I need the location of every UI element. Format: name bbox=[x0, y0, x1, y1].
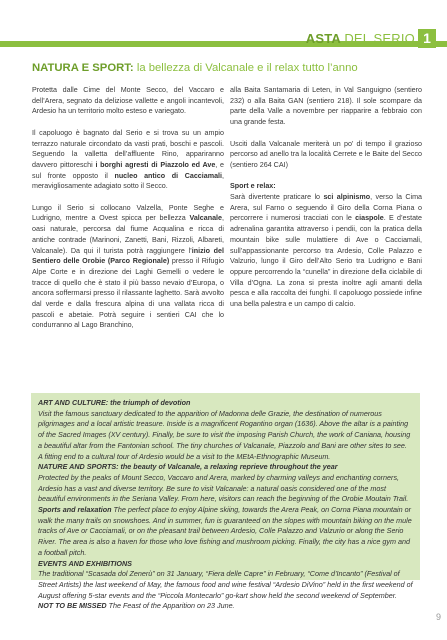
paragraph: Protetta dalle Cime del Monte Secco, del Vaccaro e dell’Arera, segnato da deliziose vallette e angoli incantevoli, Ardesio ha un territorio molto esteso e variegato. bbox=[32, 86, 224, 116]
bold-text: ciaspole bbox=[355, 214, 384, 223]
english-heading: NATURE AND SPORTS: the beauty of Valcanale, a relaxing reprieve throughout the year bbox=[38, 462, 338, 472]
paragraph: alla Baita Santamaria di Leten, in Val Sanguigno (sentiero 232) o alla Baita GAN (sentiero 218). Il sole scompare da parte della Valle a novembre per riapparire a febbraio con una grande festa. bbox=[230, 86, 422, 127]
bold-text: i borghi agresti di Piazzolo ed Ave bbox=[95, 160, 216, 169]
chapter-title-word1: ASTA bbox=[305, 31, 341, 46]
english-paragraph bbox=[38, 505, 413, 559]
english-summary-text bbox=[38, 398, 413, 612]
text-run: presso il Rifugio Alpe Corte e in direzione dei Laghi Gemelli o vedere le tracce di quello che è stato il più basso nevaio d’Europa, o ancora soffermarsi presso il rilassante laghetto. Sarà avvolto dal verde e dalla frescura alpina di una vallata ricca di pascoli e abetaie. Potrà seguire i sentieri CAI che lo condurranno al Lago Branchino, bbox=[32, 257, 224, 330]
text-run: , meravigliosamente adagiato sotto il Secco. bbox=[32, 171, 224, 191]
bold-text: inizio del Sentiero delle Orobie (Parco Regionale) bbox=[32, 246, 225, 266]
header-rule bbox=[0, 0, 447, 58]
bold-text: Valcanale bbox=[189, 214, 223, 223]
english-heading: ART AND CULTURE: the triumph of devotion bbox=[38, 398, 191, 407]
text-run: Lungo il Serio si collocano Valzella, Ponte Seghe e Ludrigno, mentre a Ovest spicca per bellezza bbox=[32, 203, 224, 223]
paragraph bbox=[32, 128, 224, 192]
section-heading bbox=[32, 62, 432, 74]
english-inline-heading: Sports and relaxation bbox=[38, 505, 112, 515]
page-number: 9 bbox=[435, 612, 441, 622]
chapter-number-badge: 1 bbox=[418, 29, 436, 48]
english-heading: EVENTS AND EXHIBITIONS bbox=[38, 558, 132, 568]
text-run: Il capoluogo è bagnato dal Serio e si trova su un ampio terrazzo naturale circondato da vasti prati, boschi e pascoli. Seguendo la valletta dell’affluente Rino, appariranno davvero pittoreschi bbox=[32, 128, 224, 169]
text-run: . E d’estate adrenalina garantita attraverso i pendii, con la pratica della mountain bike sulle mulattiere di Ave o Cacciamali, sull’appassionante percorso tra Ardesio, Colle Palazzo e Valzurio, lungo il Giro dell’Alto Serio tra Ludrigno e Bani oppure percorrendo la “cunella” in direzione della ciclabile di Villa d’Ogna. La zona si presta inoltre agli amanti della pesca e alla raccolta dei funghi. Il capoluogo possiede infine una bella palestra e un campo di calcio. bbox=[230, 214, 422, 309]
text-run: , verso la Cima Arera, sul Farno o seguendo il Giro della Corna Piana o percorrere i numerosi tracciati con le bbox=[230, 193, 423, 223]
bold-text: sci alpinismo bbox=[323, 193, 371, 201]
english-paragraph bbox=[38, 601, 413, 612]
text-run: The perfect place to enjoy Alpine skiing, towards the Arera Peak, on Corna Piana mountain or walk the many trails on snowshoes. And in summer, fun is guaranteed on the slopes with mountain biking on the mule tracks of Ave or Cacciamali, or on the pleasant trail between Ardesio, Colle Palazzo and Valzurio or along the Serio River. The area is also a haven for those who love fishing and mushroom picking. Finally, the city has a nice gym and a football pitch. bbox=[38, 505, 412, 557]
text-run: Sarà divertente praticare lo bbox=[230, 193, 321, 201]
text-run: , oasi naturale, percorsa dal fiume Acqualina e ricca di antiche contrade (Marinoni, Zanetti, Bani, Rizzoli, Albareti, Valcanale). Da qui il turista potrà raggiungere l’ bbox=[32, 214, 224, 255]
section-heading-light: la bellezza di Valcanale e il relax tutto l’anno bbox=[136, 62, 358, 74]
paragraph: Usciti dalla Valcanale meriterà un po’ di tempo il grazioso percorso ad anello tra la località Cerrete e le Baite del Secco (sentiero 264 CAI) bbox=[230, 139, 422, 169]
chapter-title-word2: DEL SERIO bbox=[344, 31, 415, 46]
left-text-column bbox=[32, 85, 224, 342]
text-run: The Feast of the Apparition on 23 June. bbox=[108, 601, 235, 611]
paragraph bbox=[32, 203, 224, 331]
right-text-column bbox=[230, 85, 422, 320]
text-run: , e sul fronte opposto il bbox=[32, 160, 224, 180]
english-paragraph: Visit the famous sanctuary dedicated to the apparition of Madonna delle Grazie, the destination of numerous pilgrimages and a local artistic treasure. Inside is a magnificent Rogantino organ (1636). Above the altar is a painting of the Sacred Images (XV century). Finally, be sure to visit the imposing Parish Church, the work of Caniana, housing a beautiful altar from the Fantonian school. The tiny churches of Valcanale, Piazzolo and Bani are other sites to see. A fitting end to a cultural tour of Ardesio would be a visit to the MEtA-Ethnographic Museum. bbox=[38, 408, 411, 461]
subheading: Sport e relax: bbox=[230, 182, 276, 191]
paragraph bbox=[230, 192, 422, 310]
english-paragraph: The traditional “Scasada dol Zenerù” on 31 January, “Fiera delle Capre” in February, “Come d’Incanto” (Festival of Street Artists) the last weekend of May, the famous food and wine festival “Ardesio DiVino” held in the first weekend of August offering 5-star events and the “Piccola Montecarlo” go-kart show held the second weekend of September. bbox=[38, 569, 413, 600]
english-inline-heading: NOT TO BE MISSED bbox=[38, 601, 107, 611]
english-summary-box bbox=[31, 393, 420, 611]
section-heading-strong: NATURA E SPORT: bbox=[32, 62, 134, 74]
chapter-title bbox=[306, 31, 415, 46]
english-paragraph: Protected by the peaks of Mount Secco, Vaccaro and Arera, marked by charming valleys and enchanting corners, Ardesio has a vast and diverse territory. Be sure to visit Valcanale: a natural oasis considered one of the most beautiful environments in the Seriana Valley. From here, visitors can reach the beginning of the Orobie Moutain Trail. bbox=[38, 472, 409, 504]
bold-text: nucleo antico di Cacciamali bbox=[114, 171, 223, 180]
